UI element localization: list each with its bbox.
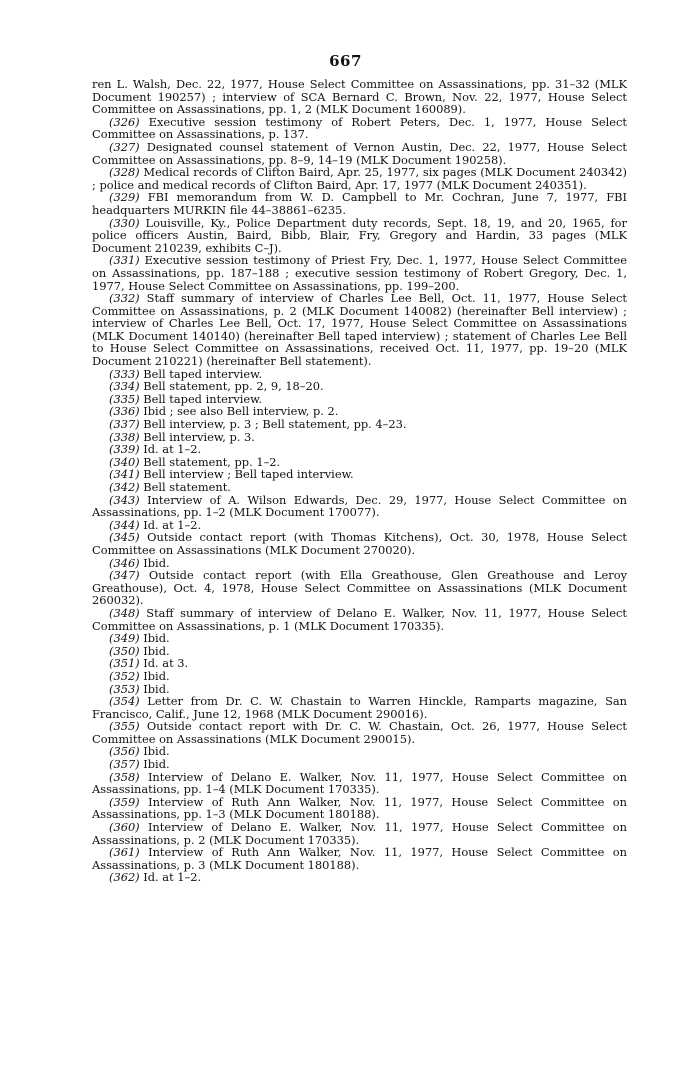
endnote-number: (353) xyxy=(109,681,140,696)
endnote-text: Outside contact report (with Thomas Kitchens), Oct. 30, 1978, House Select Committee on Assassinations (MLK Document 270020). xyxy=(92,530,628,557)
endnote-text: Id. at 1–2. xyxy=(143,517,202,532)
endnote-text: Interview of Delano E. Walker, Nov. 11, 1977, House Select Committee on Assassinations, p. 2 (MLK Document 170335). xyxy=(92,820,627,847)
endnote-text: Ibid. xyxy=(143,643,170,658)
endnote-number: (358) xyxy=(109,769,140,784)
endnote-text: Ibid. xyxy=(143,757,170,772)
endnote-text: Designated counsel statement of Vernon Austin, Dec. 22, 1977, House Select Committee on Assassinations, pp. 8–9, 14–19 (MLK Document 190258). xyxy=(92,139,627,167)
endnote-number: (340) xyxy=(109,454,140,469)
endnote-text: Bell statement, pp. 1–2. xyxy=(143,454,281,469)
endnote-number: (348) xyxy=(109,605,140,620)
endnote-text: Outside contact report with Dr. C. W. Chastain, Oct. 26, 1977, House Select Committee on Assassinations (MLK Document 290015). xyxy=(92,719,628,746)
endnote-text: Interview of A. Wilson Edwards, Dec. 29, 1977, House Select Committee on Assassinations, pp. 1–2 (MLK Document 170077). xyxy=(92,492,627,520)
endnote-number: (346) xyxy=(109,555,140,570)
endnote-number: (334) xyxy=(109,379,140,394)
endnote-text: Medical records of Clifton Baird, Apr. 25, 1977, six pages (MLK Document 240342) ; police and medical records of Clifton Baird, Apr. 17, 1977 (MLK Document 240351). xyxy=(92,165,628,192)
endnote xyxy=(92,796,627,821)
endnote-text: Id. at 1–2. xyxy=(143,442,202,457)
endnote-text: Louisville, Ky., Police Department duty records, Sept. 18, 19, and 20, 1965, for police officers Austin, Baird, Bibb, Blair, Fry, Gregory and Hardin, 33 pages (MLK Document 210239, exhibits C–J). xyxy=(92,215,627,255)
endnote-text: FBI memorandum from W. D. Campbell to Mr. Cochran, June 7, 1977, FBI headquarters MURKIN file 44–38861–6235. xyxy=(92,190,628,217)
endnote-number: (329) xyxy=(109,190,140,205)
endnote-text: Ibid. xyxy=(143,555,170,570)
endnote-number: (333) xyxy=(109,366,140,381)
endnote-number: (350) xyxy=(109,643,140,658)
endnote-number: (343) xyxy=(109,492,140,507)
endnote-text: Executive session testimony of Robert Peters, Dec. 1, 1977, House Select Committee on Assassinations, p. 137. xyxy=(92,114,627,142)
endnote-number: (356) xyxy=(109,744,140,759)
endnote-text: Bell interview, p. 3. xyxy=(143,429,255,444)
endnote-number: (331) xyxy=(109,253,140,268)
endnote-text: Staff summary of interview of Delano E. Walker, Nov. 11, 1977, House Select Committee on Assassinations, p. 1 (MLK Document 170335). xyxy=(92,605,627,633)
page-number: 667 xyxy=(329,52,362,70)
endnote-number: (361) xyxy=(109,845,140,860)
endnote-text: Ibid. xyxy=(143,668,170,683)
endnote-number: (345) xyxy=(109,530,140,545)
endnote xyxy=(92,670,627,683)
endnote xyxy=(92,254,627,292)
endnote-text: Ibid. xyxy=(143,631,170,646)
endnote-number: (327) xyxy=(109,139,140,154)
endnote-number: (360) xyxy=(109,820,140,835)
endnote xyxy=(92,217,627,255)
endnote-text: Bell statement. xyxy=(143,480,231,494)
endnote-text: Outside contact report (with Ella Greathouse, Glen Greathouse and Leroy Greathouse), Oct. 4, 1978, House Select Committee on Assassinations (MLK Document 260032). xyxy=(92,568,627,608)
endnote-text: Id. at 3. xyxy=(143,656,189,671)
endnote-text: Bell interview ; Bell taped interview. xyxy=(143,467,354,482)
endnote-text: Ibid. xyxy=(143,744,170,759)
endnote-number: (328) xyxy=(109,165,140,180)
endnote-number: (338) xyxy=(109,429,140,444)
endnote-number: (332) xyxy=(109,291,140,306)
endnote xyxy=(92,771,627,796)
endnote-number: (357) xyxy=(109,757,140,772)
endnote xyxy=(92,292,627,368)
endnote-text: Bell taped interview. xyxy=(143,391,263,406)
endnote-number: (349) xyxy=(109,631,140,646)
endnote-text: Interview of Ruth Ann Walker, Nov. 11, 1977, House Select Committee on Assassinations, p. 3 (MLK Document 180188). xyxy=(92,845,628,872)
endnote-text: Interview of Delano E. Walker, Nov. 11, 1977, House Select Committee on Assassinations, pp. 1–4 (MLK Document 170335). xyxy=(92,769,627,797)
endnote-number: (362) xyxy=(109,870,140,885)
endnote-number: (354) xyxy=(109,694,140,709)
endnote-text: Id. at 1–2. xyxy=(143,870,202,885)
endnote-text: Ibid. xyxy=(143,681,170,696)
endnote xyxy=(92,821,627,846)
endnote xyxy=(92,745,627,758)
endnote xyxy=(92,607,627,632)
endnote-number: (337) xyxy=(109,417,140,432)
endnote-text: Bell taped interview. xyxy=(143,366,263,381)
endnote-number: (335) xyxy=(109,391,140,406)
endnote-text: Bell interview, p. 3 ; Bell statement, pp. 4–23. xyxy=(143,417,407,432)
endnote xyxy=(92,846,627,871)
endnote xyxy=(92,191,627,216)
endnote-number: (355) xyxy=(109,719,140,734)
endnote xyxy=(92,569,627,607)
endnote-text: Ibid ; see also Bell interview, p. 2. xyxy=(143,404,339,419)
endnote-text: Bell statement, pp. 2, 9, 18–20. xyxy=(143,379,324,394)
endnote xyxy=(92,720,627,745)
endnote-text: Interview of Ruth Ann Walker, Nov. 11, 1977, House Select Committee on Assassinations, pp. 1–3 (MLK Document 180188). xyxy=(92,794,628,822)
endnote xyxy=(92,657,627,670)
endnote xyxy=(92,141,627,166)
endnote xyxy=(92,531,627,556)
endnote-number: (336) xyxy=(109,404,140,419)
endnote-text: Executive session testimony of Priest Fry, Dec. 1, 1977, House Select Committee on Assassinations, pp. 187–188 ; executive session testimony of Robert Gregory, Dec. 1, 1977, House Select Committee on Assassinations, pp. 199–200. xyxy=(92,253,627,293)
endnote-number: (352) xyxy=(109,668,140,683)
endnote-text: ren L. Walsh, Dec. 22, 1977, House Select Committee on Assassinations, pp. 31–32 (MLK Document 190257) ; interview of SCA Bernard C. Brown, Nov. 22, 1977, House Select Committee on Assassinations, pp. 1, 2 (MLK Document 160089). xyxy=(92,77,627,117)
endnote xyxy=(92,116,627,141)
endnote-number: (330) xyxy=(109,215,140,230)
endnote xyxy=(92,632,627,645)
endnote-number: (347) xyxy=(109,568,140,583)
endnote-text: Staff summary of interview of Charles Lee Bell, Oct. 11, 1977, House Select Committee on Assassinations, p. 2 (MLK Document 140082) (hereinafter Bell interview) ; interview of Charles Lee Bell, Oct. 17, 1977, House Select Committee on Assassinations (MLK Document 140140) (hereinafter Bell taped interview) ; statement of Charles Lee Bell to House Select Committee on Assassinations, received Oct. 11, 1977, pp. 19–20 (MLK Document 210221) (hereinafter Bell statement). xyxy=(92,291,627,369)
endnote xyxy=(92,166,627,191)
endnote xyxy=(92,695,627,720)
endnote-number: (359) xyxy=(109,794,140,809)
endnote xyxy=(92,871,627,884)
endnotes-list xyxy=(92,78,627,884)
endnote xyxy=(92,78,627,116)
endnote-number: (339) xyxy=(109,442,140,457)
endnote-text: Letter from Dr. C. W. Chastain to Warren Hinckle, Ramparts magazine, San Francisco, Calif., June 12, 1968 (MLK Document 290016). xyxy=(92,694,628,721)
endnote-number: (344) xyxy=(109,517,140,532)
endnote-number: (326) xyxy=(109,114,140,129)
endnote-number: (341) xyxy=(109,467,140,482)
endnote-number: (342) xyxy=(109,480,140,494)
endnote-number: (351) xyxy=(109,656,140,671)
endnote xyxy=(92,494,627,519)
